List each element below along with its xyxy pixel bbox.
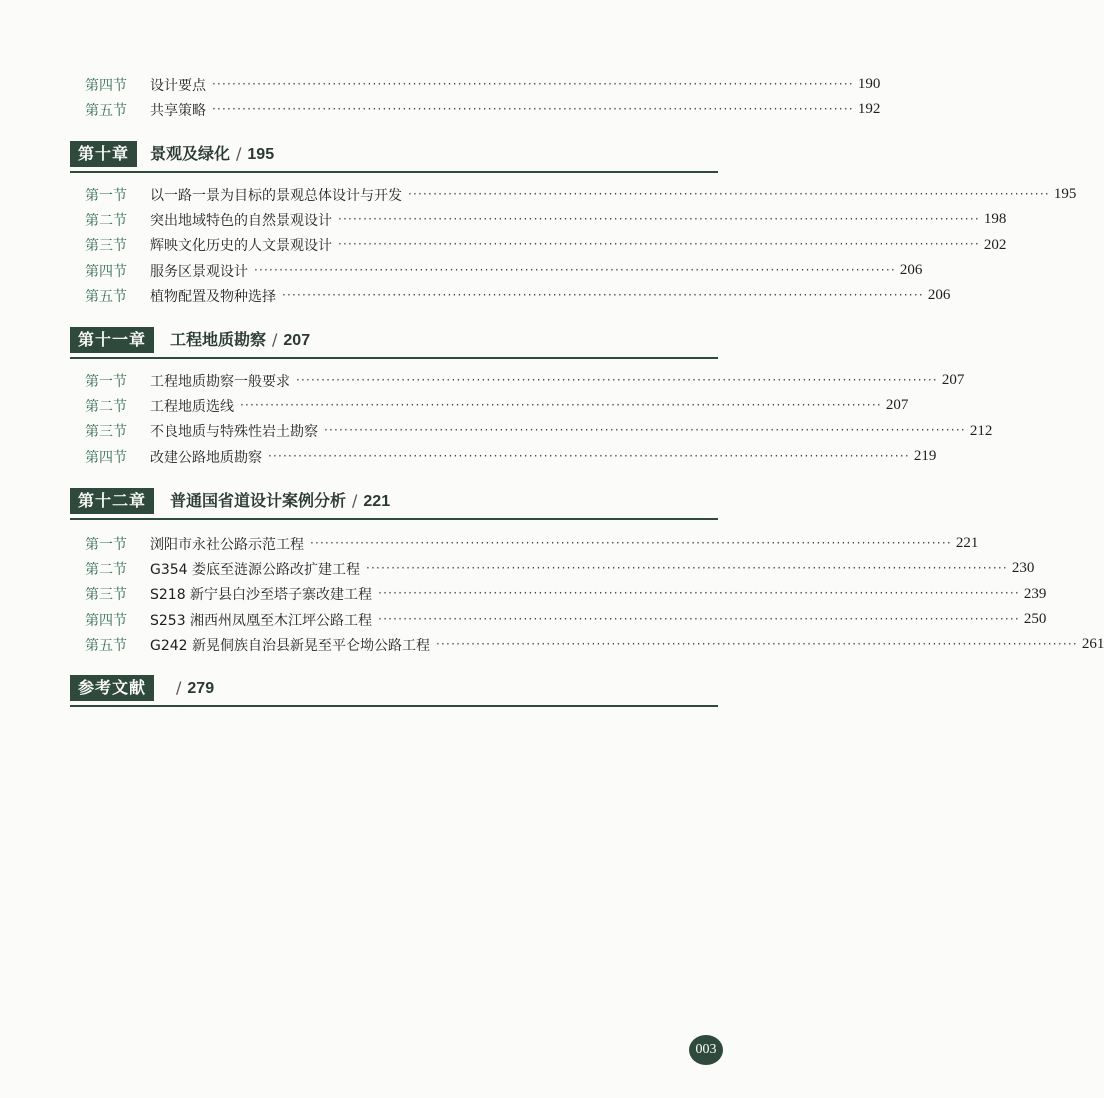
- section-page-number: 198: [983, 211, 1007, 228]
- leader-dots: ································································································································: [408, 186, 1050, 201]
- section-page-number: 192: [857, 101, 881, 118]
- section-title: 服务区景观设计: [150, 263, 248, 280]
- leader-dots: ································································································································: [282, 287, 924, 302]
- chapter-heading-12[interactable]: [70, 488, 718, 520]
- section-title: S218 新宁县白沙至塔子寨改建工程: [150, 587, 373, 604]
- chapter-title-text: 景观及绿化: [150, 144, 231, 163]
- chapter-page-number: 207: [283, 332, 311, 349]
- chapter-tag: 第十一章: [70, 327, 154, 353]
- section-page-number: 207: [885, 397, 909, 414]
- toc-entry[interactable]: [70, 368, 965, 393]
- chapter-title: [150, 141, 274, 167]
- section-label: 第二节: [85, 398, 127, 415]
- section-label: 第四节: [85, 77, 127, 94]
- chapter-rule: [70, 171, 718, 173]
- leader-dots: ································································································································: [436, 636, 1078, 651]
- references-heading[interactable]: [70, 675, 718, 707]
- toc-section-list-ch12: [70, 531, 1104, 657]
- leader-dots: ································································································································: [240, 397, 882, 412]
- section-title: 工程地质选线: [150, 398, 234, 415]
- leader-dots: ································································································································: [310, 535, 952, 550]
- toc-entry[interactable]: [70, 72, 881, 97]
- chapter-heading-10[interactable]: [70, 141, 718, 173]
- section-title: 设计要点: [150, 77, 206, 94]
- chapter-rule: [70, 518, 718, 520]
- chapter-page-number: 279: [187, 680, 215, 697]
- chapter-title-text: 工程地质勘察: [170, 330, 267, 349]
- section-title: 工程地质勘察一般要求: [150, 373, 290, 390]
- leader-dots: ································································································································: [366, 560, 1008, 575]
- section-title: G242 新晃侗族自治县新晃至平仑坳公路工程: [150, 637, 431, 654]
- section-page-number: 206: [899, 262, 923, 279]
- section-label: 第三节: [85, 238, 127, 255]
- toc-entry[interactable]: [70, 607, 1047, 632]
- toc-entry[interactable]: [70, 207, 1007, 232]
- chapter-slash: /: [176, 678, 182, 697]
- leader-dots: ································································································································: [338, 237, 980, 252]
- leader-dots: ································································································································: [268, 448, 910, 463]
- toc-section-list-pre: [70, 72, 881, 123]
- toc-section-list-ch10: [70, 182, 1077, 308]
- toc-section-list-ch11: [70, 368, 993, 469]
- section-title: 不良地质与特殊性岩土勘察: [150, 424, 318, 441]
- section-page-number: 250: [1023, 611, 1047, 628]
- section-page-number: 221: [955, 535, 979, 552]
- section-label: 第五节: [85, 102, 127, 119]
- section-label: 第二节: [85, 561, 127, 578]
- leader-dots: ································································································································: [378, 586, 1020, 601]
- section-page-number: 261: [1081, 636, 1104, 653]
- chapter-page-number: 221: [363, 493, 391, 510]
- section-title: S253 湘西州凤凰至木江坪公路工程: [150, 612, 373, 629]
- section-label: 第一节: [85, 187, 127, 204]
- toc-entry[interactable]: [70, 556, 1035, 581]
- toc-entry[interactable]: [70, 531, 979, 556]
- chapter-tag: 第十章: [70, 141, 137, 167]
- section-page-number: 195: [1053, 186, 1077, 203]
- section-page-number: 212: [969, 422, 993, 439]
- toc-entry[interactable]: [70, 283, 951, 308]
- section-page-number: 190: [857, 76, 881, 93]
- chapter-page-number: 195: [247, 146, 275, 163]
- section-label: 第四节: [85, 612, 127, 629]
- leader-dots: ································································································································: [212, 101, 854, 116]
- section-title: 突出地域特色的自然景观设计: [150, 212, 332, 229]
- chapter-tag: 第十二章: [70, 488, 154, 514]
- section-label: 第五节: [85, 637, 127, 654]
- section-title: 以一路一景为目标的景观总体设计与开发: [150, 187, 402, 204]
- toc-entry[interactable]: [70, 582, 1047, 607]
- toc-entry[interactable]: [70, 444, 937, 469]
- chapter-heading-11[interactable]: [70, 327, 718, 359]
- section-title: 共享策略: [150, 102, 206, 119]
- chapter-title: [170, 488, 390, 514]
- section-page-number: 239: [1023, 585, 1047, 602]
- leader-dots: ································································································································: [296, 372, 938, 387]
- leader-dots: ································································································································: [212, 76, 854, 91]
- section-title: 植物配置及物种选择: [150, 288, 276, 305]
- section-page-number: 230: [1011, 560, 1035, 577]
- toc-entry[interactable]: [70, 632, 1104, 657]
- toc-entry[interactable]: [70, 182, 1077, 207]
- chapter-slash: /: [352, 491, 358, 510]
- leader-dots: ································································································································: [254, 262, 896, 277]
- section-label: 第五节: [85, 288, 127, 305]
- toc-entry[interactable]: [70, 97, 881, 122]
- section-label: 第二节: [85, 212, 127, 229]
- toc-entry[interactable]: [70, 233, 1007, 258]
- leader-dots: ································································································································: [378, 611, 1020, 626]
- chapter-title-text: 普通国省道设计案例分析: [170, 491, 347, 510]
- section-label: 第三节: [85, 424, 127, 441]
- section-label: 第一节: [85, 536, 127, 553]
- section-page-number: 219: [913, 448, 937, 465]
- section-label: 第四节: [85, 263, 127, 280]
- toc-entry[interactable]: [70, 393, 909, 418]
- leader-dots: ································································································································: [324, 423, 966, 438]
- section-label: 第三节: [85, 587, 127, 604]
- section-page-number: 206: [927, 287, 951, 304]
- toc-entry[interactable]: [70, 258, 923, 283]
- section-title: G354 娄底至涟源公路改扩建工程: [150, 561, 361, 578]
- section-label: 第一节: [85, 373, 127, 390]
- chapter-slash: /: [272, 330, 278, 349]
- chapter-rule: [70, 357, 718, 359]
- section-page-number: 202: [983, 236, 1007, 253]
- leader-dots: ································································································································: [338, 211, 980, 226]
- chapter-tag: 参考文献: [70, 675, 154, 701]
- section-label: 第四节: [85, 449, 127, 466]
- section-title: 浏阳市永社公路示范工程: [150, 536, 304, 553]
- section-title: 改建公路地质勘察: [150, 449, 262, 466]
- toc-entry[interactable]: [70, 419, 993, 444]
- chapter-rule: [70, 705, 718, 707]
- page-number-badge: 003: [689, 1035, 723, 1065]
- chapter-title: [170, 675, 214, 701]
- chapter-slash: /: [236, 144, 242, 163]
- chapter-title: [170, 327, 310, 353]
- section-title: 辉映文化历史的人文景观设计: [150, 238, 332, 255]
- section-page-number: 207: [941, 372, 965, 389]
